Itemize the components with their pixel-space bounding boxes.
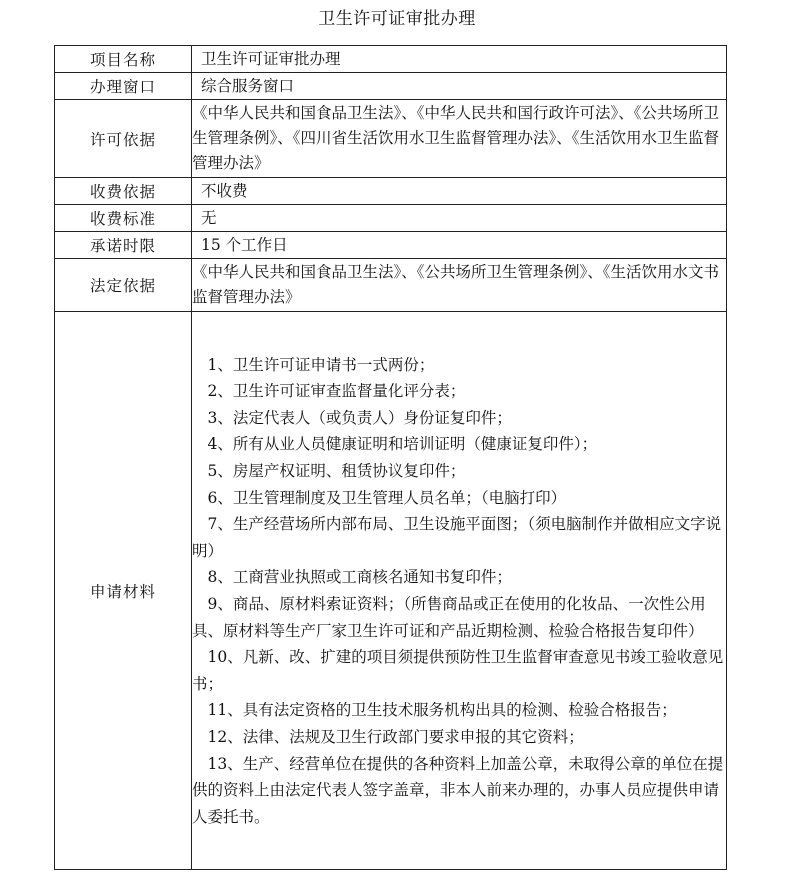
list-item: 11、具有法定资格的卫生技术服务机构出具的检测、检验合格报告；: [207, 701, 677, 720]
list-item: 10、凡新、改、扩建的项目须提供预防性卫生监督审查意见书竣工验收意见书；: [192, 648, 724, 693]
table-row-fee-standard: [55, 205, 727, 232]
list-item: 6、卫生管理制度及卫生管理人员名单；（电脑打印）: [207, 488, 567, 507]
row-label: 办理窗口: [55, 73, 192, 100]
list-item: 9、商品、原材料索证资料；（所售商品或正在使用的化妆品、一次性公用具、原材料等生产厂家卫生许可证和产品近期检测、检验合格报告复印件）: [192, 595, 706, 640]
row-label: 法定依据: [55, 259, 192, 312]
list-item: 2、卫生许可证审查监督量化评分表；: [207, 382, 466, 401]
row-label: 许可依据: [55, 100, 192, 178]
table-row-project-name: [55, 46, 727, 73]
page-title: 卫生许可证审批办理: [318, 9, 476, 29]
list-item: 5、房屋产权证明、租赁协议复印件；: [207, 462, 466, 481]
list-item: 12、法律、法规及卫生行政部门要求申报的其它资料；: [207, 727, 584, 746]
table-row-window: [55, 73, 727, 100]
info-table: [54, 45, 727, 870]
list-item: 3、法定代表人（或负责人）身份证复印件；: [207, 408, 512, 427]
list-item: 7、生产经营场所内部布局、卫生设施平面图；（须电脑制作并做相应文字说明）: [192, 515, 722, 560]
materials-list: [192, 351, 726, 831]
row-label: 申请材料: [55, 312, 192, 870]
list-item: 4、所有从业人员健康证明和培训证明（健康证复印件）；: [207, 435, 598, 454]
list-item: 1、卫生许可证申请书一式两份；: [207, 355, 435, 374]
list-item: 8、工商营业执照或工商核名通知书复印件；: [207, 568, 512, 587]
row-label: 收费依据: [55, 178, 192, 205]
table-row-fee-basis: [55, 178, 727, 205]
table-row-permit-basis: [55, 100, 727, 178]
row-value: 《中华人民共和国食品卫生法》、《公共场所卫生管理条例》、《生活饮用水文书监督管理办法》: [192, 259, 727, 312]
row-value: 不收费: [192, 178, 727, 205]
list-item: 13、生产、经营单位在提供的各种资料上加盖公章，未取得公章的单位在提供的资料上由法定代表人签字盖章，非本人前来办理的，办事人员应提供申请人委托书。: [192, 754, 724, 826]
table-row-time-limit: [55, 232, 727, 259]
row-value: 《中华人民共和国食品卫生法》、《中华人民共和国行政许可法》、《公共场所卫生管理条例》、《四川省生活饮用水卫生监督管理办法》、《生活饮用水卫生监督管理办法》: [192, 100, 727, 178]
row-value: 15 个工作日: [192, 232, 727, 259]
row-value: 综合服务窗口: [192, 73, 727, 100]
table-row-materials: [55, 312, 727, 870]
row-value: 卫生许可证审批办理: [192, 46, 727, 73]
row-label: 收费标准: [55, 205, 192, 232]
row-label: 项目名称: [55, 46, 192, 73]
row-value: 无: [192, 205, 727, 232]
materials-cell: [192, 312, 727, 870]
row-label: 承诺时限: [55, 232, 192, 259]
table-row-legal-basis: [55, 259, 727, 312]
